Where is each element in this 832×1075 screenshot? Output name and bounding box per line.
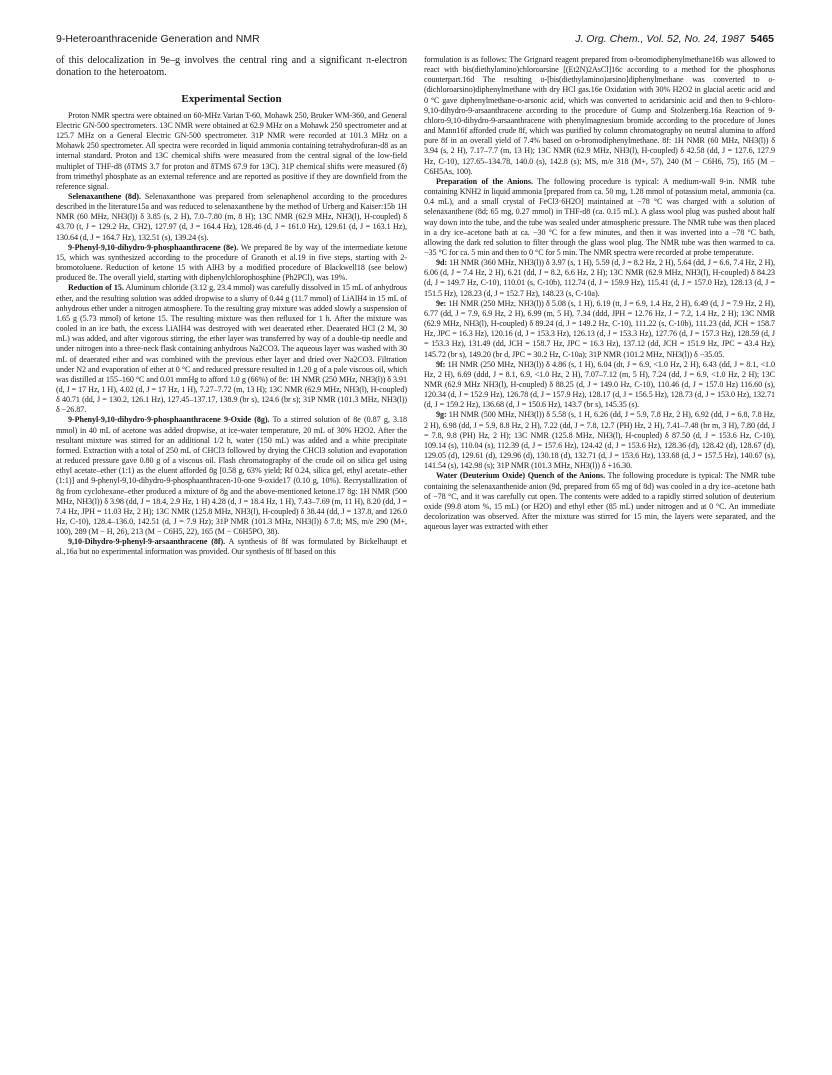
paragraph-body: 1H NMR (360 MHz, NH3(l)) δ 3.97 (s, 1 H), 5.59 (d, J = 8.2 Hz, 2 H), 5.64 (dd, J = 6.6, 7.4 Hz, 2 H), 6.06 (d, J = 7.4 Hz, 2 H), 6.21 (dd, J = 8.2, 6.6 Hz, 2 H); 13C NMR (62.9 MHz, NH3(l), H-coupled) δ 84.23 (d, J = 149.7 Hz, C-10), 110.01 (s, C-10b), 112.74 (d, J = 159.9 Hz), 115.41 (d, J = 157.0 Hz), 128.13 (d, J = 151.5 Hz), 128.23 (d, J = 152.7 Hz), 148.23 (s, C-10a).: [424, 258, 775, 298]
paragraph-body: To a stirred solution of 8e (0.87 g, 3.18 mmol) in 40 mL of acetone was added dropwise, at ice-water temperature, 20 mL of 30% H2O2. After the resultant mixture was stirred for an additional 1/2 h, water (150 mL) was added and a white precipitate formed. Extraction with a total of 250 mL of CHCl3 followed by drying the CHCl3 solution and evaporation at reduced pressure gave 0.80 g of a viscous oil. Flash chromatography of the crude oil on silica gel using ethyl acetate–ether (1:1) as the eluent afforded 8g [0.58 g, 63% yield; Rf 0.24, silica gel, ethyl acetate–ether (1:1)] and 9-phenyl-9,10-dihydro-9-phosphaanthracen-10-one 9-oxide17 (0.10 g, 10%). Recrystallization of 8g from cyclohexane–ether produced a mixture of 8g and the above-mentioned ketone.17 8g: 1H NMR (500 MHz, NH3(l)) δ 3.98 (dd, J = 18.4, 2.9 Hz, 1 H) 4.28 (d, J = 18.4 Hz, 1 H), 7.43–7.69 (m, 11 H), 8.20 (dd, J = 7.4 Hz, JPH = 11.03 Hz, 2 H); 13C NMR (125.8 MHz, NH3(l), H-coupled) δ 38.44 (dd, J = 137.8, and 126.0 Hz, C-10), 128.4–136.0, 142.51 (d, J = 7.9 Hz); 31P NMR (101.3 MHz, NH3(l)) δ 7.8; MS, m/e 290 (M+, 100), 289 (M − H, 26), 213 (M − C6H5, 22), 165 (M − C6H5PO, 38).: [56, 415, 407, 537]
running-title: 9-Heteroanthracenide Generation and NMR: [56, 33, 260, 45]
paragraph-heading: 9f:: [436, 359, 446, 369]
paragraph-heading: Selenaxanthene (8d).: [68, 192, 141, 201]
paragraph-selenaxanthene: [56, 192, 407, 243]
paragraph-heading: 9g:: [436, 410, 447, 420]
section-title: Experimental Section: [181, 92, 282, 105]
paragraph-heading: 9e:: [436, 298, 447, 308]
paragraph-body: Selenaxanthone was prepared from selenaphenol according to the procedures described in the literature15a and was reduced to selenaxanthene by the method of Urberg and Kaiser:15b 1H NMR (60 MHz, NH3(l)) δ 3.85 (s, 2 H), 7.0–7.80 (m, 8 H); 13C NMR (62.9 MHz, NH3(l), H-coupled) δ 43.70 (t, J = 129.2 Hz, CH2), 127.97 (d, J = 164.4 Hz), 128.46 (d, J = 161.0 Hz), 129.61 (d, J = 163.1 Hz), 130.64 (d, J = 164.7 Hz), 132.51 (s), 139.24 (s).: [56, 192, 407, 242]
paragraph-body: The following procedure is typical: The NMR tube containing the selenaxanthenide anion (9d, prepared from 65 mg of 8d) was cooled in a dry ice–acetone bath of −78 °C, and it was carefully cut open. The contents were added to a rapidly stirred solution of deuterium oxide (99.8 atom %, 15 mL) (or H2O) and ethyl ether (85 mL) under nitrogen and at 0 °C. An immediate decolorization was observed. After the mixture was stirred for 15 min, the layers were separated, and the aqueous layer was extracted with ether: [424, 471, 775, 532]
intro-paragraph: of this delocalization in 9e–g involves the central ring and a significant π-electron donation to the heteroatom.: [56, 55, 407, 79]
paragraph-anions: [424, 177, 775, 258]
paragraph-body: We prepared 8e by way of the intermediate ketone 15, which was synthesized according to the procedure of Granoth et al.19 in five steps, starting with 2-bromotoluene. Reduction of ketone 15 with AlH3 by a modified procedure of Blackwell18 (see below) produced 8e. The overall yield, starting with diphenylchlorophosphine (Ph2PCl), was 19%.: [56, 242, 407, 283]
paragraph-phosphaanthracene: [56, 243, 407, 284]
paragraph-body: Proton NMR spectra were obtained on 60-MHz Varian T-60, Mohawk 250, Bruker WM-360, and General Electric GN-500 spectrometers. 13C NMR were obtained at 62.9 MHz on a Mohawk 250 spectrometer and at 125.7 MHz on a General Electric GN-500 spectrometer. 31P NMR were recorded at 101.3 MHz on a Mohawk 250 spectrometer. All spectra were recorded in liquid ammonia containing tetrahydrofuran-d8 as an internal standard. Proton and 13C chemical shifts were measured from the central signal of the low-field multiplet of THF-d8 (δTMS 3.7 for proton and δTMS 67.9 for 13C). 31P chemical shifts were measured (δ) from trimethyl phosphate as an external reference and are reported as positive if they are downfield from the reference signal.: [56, 110, 407, 191]
paragraph-9d: [424, 258, 775, 299]
paragraph-9e: [424, 299, 775, 360]
paragraph-9f: [424, 360, 775, 411]
paragraph-heading: Water (Deuterium Oxide) Quench of the Anions.: [436, 471, 606, 481]
paragraph-reduction: [56, 283, 407, 415]
paragraph-body: The following procedure is typical: A medium-wall 9-in. NMR tube containing KNH2 in liquid ammonia [prepared from ca. 50 mg, 1.28 mmol of potassium metal, ammonia (ca. 0.4 mL), and a small crystal of FeCl3·6H2O] maintained at −78 °C was charged with a solution of selenaxanthene (8d; 65 mg, 0.27 mmol) in THF-d8 (ca. 0.15 mL). A glass wool plug was pushed about half way down into the tube, and the tube was sealed under atmospheric pressure. The NMR tube was then placed in a dry ice–acetone bath at ca. −30 °C for a few minutes, and then it was inverted into a −78 °C bath, allowing the dark red solution to filter through the glass wool plug. The NMR tube was then warmed to ca. −35 °C for ca. 5 min and then to 0 °C for 5 min. The NMR spectra were recorded at probe temperature.: [424, 176, 776, 257]
paragraph-methods: [56, 111, 407, 192]
paragraph-body: 1H NMR (250 MHz, NH3(l)) δ 4.86 (s, 1 H), 6.04 (dt, J = 6.9, <1.0 Hz, 2 H), 6.43 (dd, J = 8.1, <1.0 Hz, 2 H), 6.69 (ddd, J = 8.1, 6.9, <1.0 Hz, 2 H), 7.07–7.12 (m, 5 H), 7.24 (dd, J = 6.9, <1.0 Hz, 2 H); 13C NMR (62.9 MHz NH3(l), H-coupled) δ 88.25 (d, J = 149.0 Hz, C-10), 110.46 (d, J = 157.0 Hz) 116.60 (s), 120.34 (d, J = 152.9 Hz), 126.78 (d, J = 157.9 Hz), 128.17 (d, J = 156.5 Hz), 128.73 (d, J = 153.0 Hz), 132.71 (d, J = 159.2 Hz), 136.68 (d, J = 150.6 Hz), 143.7 (br s), 145.35 (s).: [424, 359, 775, 410]
journal-name: J. Org. Chem., Vol. 52, No. 24, 1987: [575, 33, 745, 45]
paragraph-oxide: [56, 415, 407, 537]
paragraph-body: A synthesis of 8f was formulated by Bickelhaupt et al.,16a but no experimental information was provided. Our synthesis of 8f based on this: [56, 537, 407, 557]
running-header: [56, 33, 774, 47]
paragraph-body: 1H NMR (250 MHz, NH3(l)) δ 5.08 (s, 1 H), 6.19 (tt, J = 6.9, 1.4 Hz, 2 H), 6.49 (d, J = 7.9 Hz, 2 H), 6.77 (dd, J = 7.9, 6.9 Hz, 2 H), 6.99 (m, 5 H), 7.34 (ddd, JPH = 12.76 Hz, J = 7.2, 1.4 Hz, 2 H); 13C NMR (62.9 MHz, NH3(l), H-coupled) δ 89.24 (d, J = 149.2 Hz, C-10), 111.22 (s, C-10b), 111.23 (dd, JCH = 158.7 Hz, JPC = 16.3 Hz), 120.16 (d, J = 153.3 Hz), 126.13 (d, J = 153.3 Hz), 127.76 (d, J = 157.3 Hz), 128.59 (d, J = 153.3 Hz), 131.49 (dd, JCH = 158.7 Hz, JPC = 16.3 Hz), 137.12 (dd, JCH = 151.9 Hz, JPC = 43.4 Hz), 145.72 (br s), 149.20 (br d, JPC = 30.2 Hz, C-10a); 31P NMR (101.2 MHz, NH3(l)) δ −35.05.: [424, 298, 775, 359]
paragraph-body: Aluminum chloride (3.12 g, 23.4 mmol) was carefully dissolved in 15 mL of anhydrous ether, and the resulting solution was added dropwise to a slurry of 0.44 g (11.7 mmol) of LiAlH4 in 15 mL of anhydrous ether under a nitrogen atmosphere. To the resulting gray mixture was added slowly a suspension of 1.65 g (5.73 mmol) of ketone 15. The resulting mixture was then refluxed for 1 h. After the mixture was cooled in an ice bath, the excess LiAlH4 was destroyed with wet deaerated ether. Deaerated HCl (2 M, 30 mL) was added, and after vigorous stirring, the ether layer was transferred by way of a double-tip needle and under nitrogen into a three-neck flask containing anhydrous Na2CO3. The aqueous layer was washed with 30 mL of deaerated ether and was combined with the previous ether layer and dried over Na2CO3. Filtration under N2 and evaporation of ether at 0 °C and reduced pressure resulted in 1.20 g of a pale viscous oil, which was distilled at 155–160 °C and 0.01 mmHg to afford 1.0 g (66%) of 8e: 1H NMR (250 MHz, NH3(l)) δ 3.91 (d, J = 17 Hz, 1 H), 4.02 (d, J = 17 Hz, 1 H), 7.27–7.72 (m, 13 H); 13C NMR (62.9 MHz, NH3(l), H-coupled) δ 40.71 (dd, J = 130.2, 126.1 Hz), 127.45–137.17, 138.9 (br s), 124.6 (br s); 31P NMR (101.3 MHz, NH3(l)) δ −26.87.: [56, 283, 407, 415]
paragraph-arsaanthracene: [56, 537, 407, 557]
left-column: [56, 55, 407, 558]
right-column: [424, 55, 775, 532]
paragraph-heading: 9-Phenyl-9,10-dihydro-9-phosphaanthracene (8e).: [68, 242, 239, 252]
page-number: 5465: [750, 33, 774, 45]
paragraph-formulation: [424, 55, 775, 177]
paragraph-heading: Preparation of the Anions.: [436, 176, 533, 186]
journal-citation: [575, 33, 774, 45]
paragraph-heading: Reduction of 15.: [68, 283, 124, 293]
paragraph-heading: 9,10-Dihydro-9-phenyl-9-arsaanthracene (8f).: [68, 537, 226, 547]
paragraph-body: formulation is as follows: The Grignard reagent prepared from o-bromodiphenylmethane16b was allowed to react with bis(diethylamino)chloroarsine [(Et2N)2AsCl]16c according to a method for the phosphorus counterpart.16d The resulting o-[bis(diethylamino)arsino]diphenylmethane was converted to o-(dichloroarsino)diphenylmethane with dry HCl gas.16e Oxidation with 30% H2O2 in glacial acetic acid and 0 °C gave diphenylmethane-o-arsonic acid, which was converted to acridarsinic acid and then to 9-chloro-9,10-dihydro-9-arsaanthracene according to the procedure of Gump and Stolzenberg.16a Reaction of 9-chloro-9,10-dihydro-9-arsaanthracene with phenylmagnesium bromide according to the procedure of Jones and Mann16f afforded crude 8f, which was purified by column chromatography on neutral alumina to afford pure 8f in an overall yield of 7.4% based on o-bromodiphenylmethane. 8f: 1H NMR (60 MHz, NH3(l)) δ 3.94 (s, 2 H), 7.17–7.7 (m, 13 H); 13C NMR (62.9 MHz, NH3(l), H-coupled) δ 42.58 (dd, J = 127.6, 127.9 Hz, C-10), 127.65–134.78, 140.0 (s), 142.8 (s); MS, m/e 318 (M+, 57), 240 (M − C6H6, 75), 165 (M − C6H5As, 100).: [424, 55, 775, 176]
paragraph-heading: 9-Phenyl-9,10-dihydro-9-phosphaanthracene 9-Oxide (8g).: [68, 415, 270, 425]
paragraph-heading: 9d:: [436, 258, 448, 268]
paragraph-quench: [424, 471, 775, 532]
paragraph-body: 1H NMR (500 MHz, NH3(l)) δ 5.58 (s, 1 H, 6.26 (dd, J = 5.9, 7.8 Hz, 2 H), 6.92 (dd, J = 6.8, 7.8 Hz, 2 H), 6.98 (dd, J = 5.9, 8.8 Hz, 2 H), 7.22 (dd, J = 7.8, 12.7 (PH) Hz, 2 H), 7.41–7.48 (br m, 3 H), 7.80 (dd, J = 7.8, 9.8 (PH) Hz, 2 H); 13C NMR (125.8 MHz, NH3(l), H-coupled) δ 87.50 (d, J = 153.6 Hz, C-10), 109.14 (s), 110.04 (s), 112.39 (d, J = 157.6 Hz), 124.42 (d, J = 153.6 Hz), 128.36 (d), 128.42 (d), 128.67 (d), 129.05 (d), 129.61 (d), 129.96 (d), 130.18 (d), 132.71 (d, J = 153.6 Hz), 133.68 (d, J = 157.5 Hz), 140.67 (s), 141.54 (s), 142.98 (s); 31P NMR (101.3 MHz, NH3(l)) δ +16.30.: [424, 410, 775, 471]
paragraph-9g: [424, 410, 775, 471]
